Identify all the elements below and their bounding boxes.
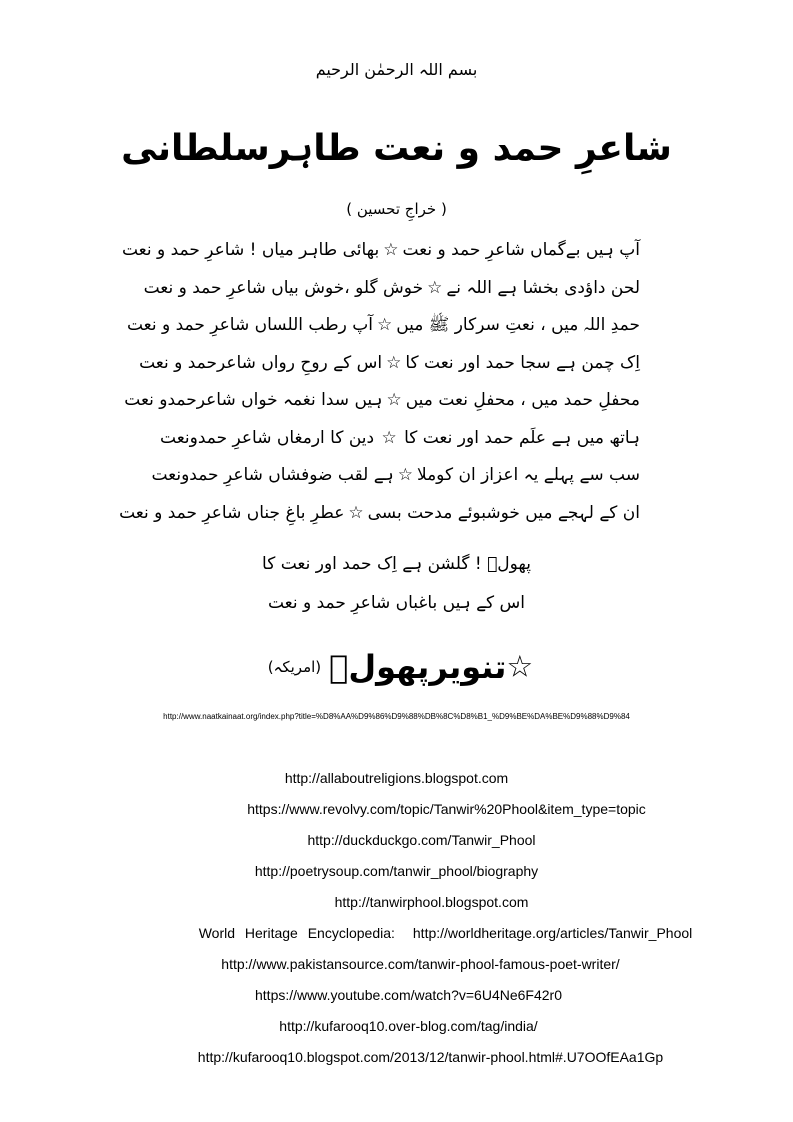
reference-link[interactable]: http://tanwirphool.blogspot.com (334, 894, 529, 910)
closing-verse-line-1: پھولؔ ! گلشن ہے اِک حمد اور نعت کا (262, 554, 531, 574)
verse-line (121, 232, 640, 270)
reference-link[interactable]: http://www.pakistansource.com/tanwir-phool-famous-poet-writer/ (221, 956, 620, 972)
verse-line (124, 382, 640, 420)
star-icon: ☆ (381, 427, 397, 448)
reference-link-row (25, 832, 793, 848)
star-icon: ☆ (397, 465, 413, 485)
verse-line (151, 457, 640, 495)
verse-second-hemistich: اس کے روحِ رواں شاعرحمد و نعت (139, 352, 383, 373)
verse-first-hemistich: محفلِ حمد میں ، محفلِ نعت میں (405, 390, 640, 410)
bismillah-heading: بسم اللہ الرحمٰن الرحیم (315, 60, 478, 79)
verse-first-hemistich: حمدِ اللہ میں ، نعتِ سرکار ﷺ میں (396, 315, 640, 335)
verse-second-hemistich: بھائی طاہر میاں ! شاعرِ حمد و نعت (121, 240, 380, 260)
reference-link[interactable]: http://poetrysoup.com/tanwir_phool/biography (254, 863, 539, 879)
reference-link-row (12, 1018, 793, 1034)
verse-line (126, 307, 640, 345)
star-icon: ☆ (386, 352, 402, 373)
reference-link-row (34, 1049, 793, 1065)
verse-line (119, 495, 640, 533)
star-icon: ☆ (383, 240, 399, 260)
verse-second-hemistich: ہے لقب ضوفشاں شاعرِ حمدونعت (151, 465, 394, 485)
reference-link-row (35, 894, 793, 910)
poet-country: (امریکہ) (267, 658, 322, 676)
reference-link-row (24, 956, 793, 972)
reference-link[interactable]: http://allaboutreligions.blogspot.com (284, 770, 509, 786)
star-icon: ☆ (386, 390, 402, 410)
star-icon: ☆ (427, 277, 443, 298)
poem-body (119, 232, 640, 532)
closing-verse-line-2: اس کے ہیں باغباں شاعرِ حمد و نعت (267, 593, 526, 613)
reference-link-label: World Heritage Encyclopedia: (198, 925, 395, 941)
star-icon: ☆ (506, 649, 534, 685)
poem-subtitle: ( خراجِ تحسین ) (346, 200, 447, 218)
verse-first-hemistich: ہاتھ میں ہے علَم حمد اور نعت کا (404, 427, 640, 448)
reference-link-row (50, 801, 793, 817)
verse-first-hemistich: لحن داؤدی بخشا ہے اللہ نے (446, 277, 640, 298)
verse-first-hemistich: ان کے لہجے میں خوشبوئے مدحت بسی (367, 502, 640, 523)
reference-link-row (12, 987, 793, 1003)
naat-kainaat-link[interactable] (0, 712, 793, 721)
verse-second-hemistich: دین کا ارمغاں شاعرِ حمدونعت (160, 427, 375, 448)
verse-second-hemistich: خوش گلو ،خوش بیاں شاعرِ حمد و نعت (143, 277, 424, 298)
poem-title: شاعرِ حمد و نعت طاہرسلطانی (121, 128, 672, 169)
reference-link[interactable]: https://www.youtube.com/watch?v=6U4Ne6F42r0 (255, 987, 562, 1003)
reference-link-row (49, 925, 793, 941)
star-icon: ☆ (376, 315, 393, 335)
star-icon: ☆ (348, 502, 364, 523)
verse-first-hemistich: اِک چمن ہے سجا حمد اور نعت کا (405, 352, 640, 373)
naat-kainaat-url[interactable]: http://www.naatkainaat.org/index.php?title=%D8%AA%D9%86%D9%88%DB%8C%D8%B1_%D9%BE%DA%BE%D9%88%D9%84 (163, 712, 630, 721)
verse-line (160, 420, 640, 458)
reference-link-row (0, 863, 793, 879)
verse-second-hemistich: آپ رطب اللساں شاعرِ حمد و نعت (126, 315, 373, 335)
verse-line (143, 270, 640, 308)
reference-link[interactable]: http://kufarooq10.blogspot.com/2013/12/tanwir-phool.html#.U7OOfEAa1Gp (197, 1049, 664, 1065)
reference-link[interactable]: http://kufarooq10.over-blog.com/tag/india/ (279, 1018, 538, 1034)
verse-first-hemistich: آپ ہیں بےگماں شاعرِ حمد و نعت (402, 240, 640, 260)
verse-first-hemistich: سب سے پہلے یہ اعزاز ان کوملا (416, 465, 640, 485)
verse-second-hemistich: ہیں سدا نغمہ خواں شاعرحمدو نعت (124, 390, 383, 410)
poet-name: تنویرپھولؔ (329, 648, 507, 686)
reference-link-row (0, 770, 793, 786)
verse-line (139, 345, 640, 383)
reference-link[interactable]: http://duckduckgo.com/Tanwir_Phool (307, 832, 536, 848)
poet-signature (0, 648, 793, 686)
reference-link[interactable]: https://www.revolvy.com/topic/Tanwir%20Phool&item_type=topic (247, 801, 646, 817)
verse-second-hemistich: عطرِ باغِ جناں شاعرِ حمد و نعت (119, 502, 345, 523)
reference-link[interactable]: http://worldheritage.org/articles/Tanwir_Phool (412, 925, 693, 941)
